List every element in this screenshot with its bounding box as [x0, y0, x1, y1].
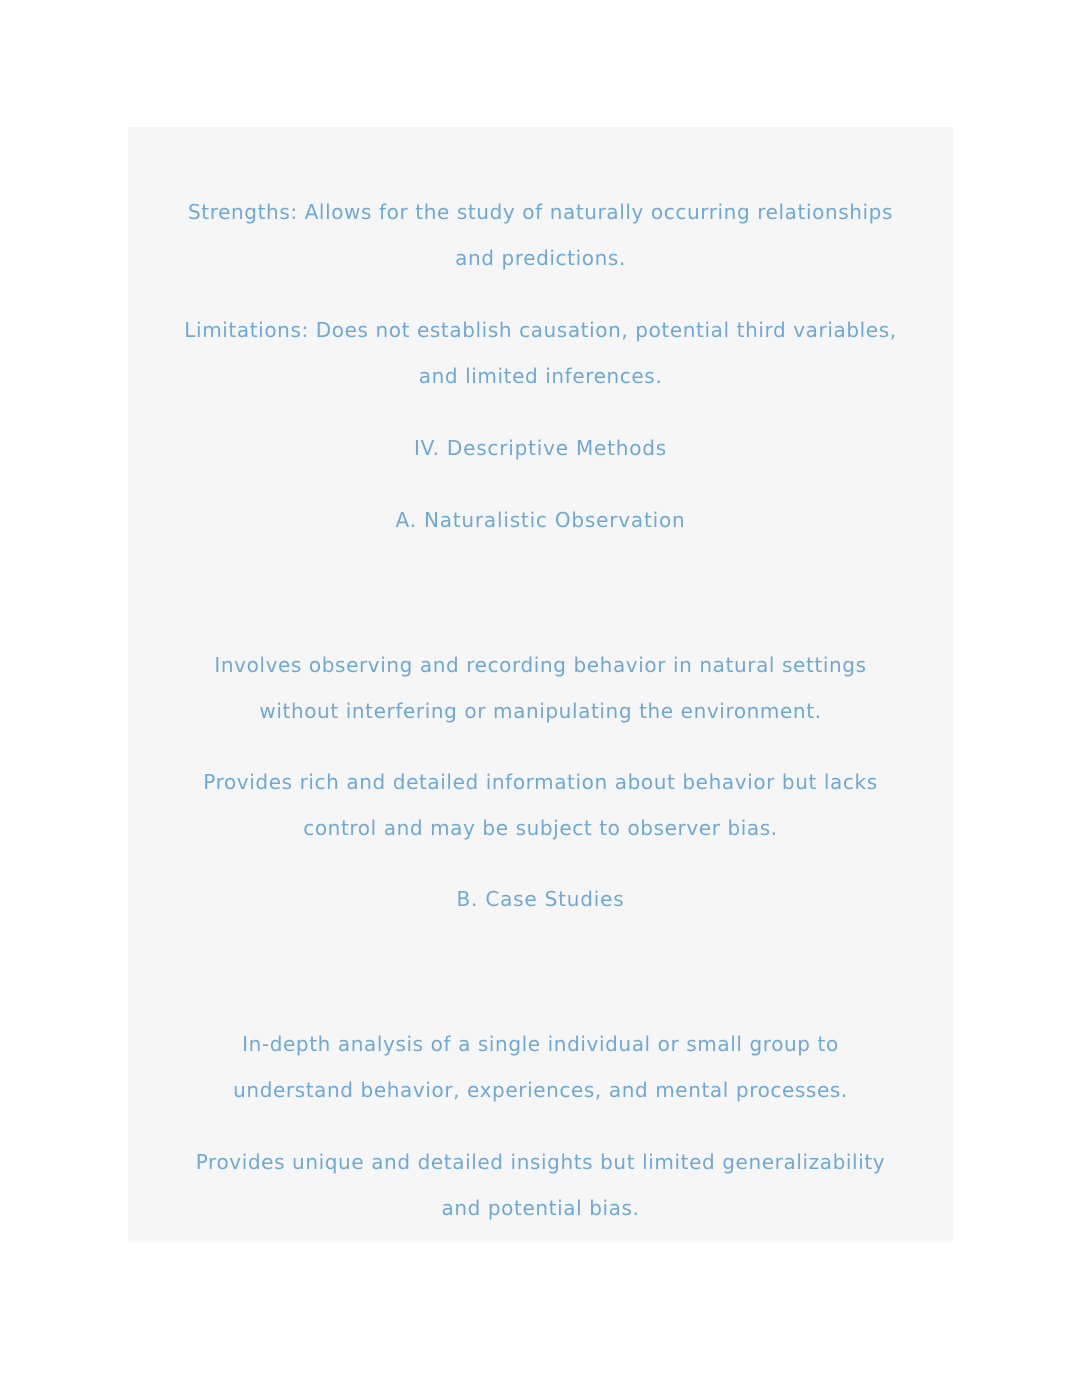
strengths-line-2: and predictions. — [455, 246, 626, 270]
naturalistic-para2-line-2: control and may be subject to observer bias. — [303, 816, 778, 840]
case-studies-para2-line-1: Provides unique and detailed insights but limited generalizability — [195, 1150, 886, 1174]
naturalistic-para1-line-1: Involves observing and recording behavior in natural settings — [214, 653, 867, 677]
case-studies-para2-line-2: and potential bias. — [441, 1196, 640, 1220]
limitations-line-2: and limited inferences. — [418, 364, 663, 388]
case-studies-para1-line-1: In-depth analysis of a single individual or small group to — [242, 1032, 839, 1056]
document-card — [128, 127, 953, 1242]
naturalistic-para1-line-2: without interfering or manipulating the environment. — [259, 699, 822, 723]
case-studies-heading: B. Case Studies — [456, 887, 625, 911]
naturalistic-heading: A. Naturalistic Observation — [395, 508, 686, 532]
case-studies-para1-line-2: understand behavior, experiences, and mental processes. — [233, 1078, 848, 1102]
section-heading: IV. Descriptive Methods — [413, 436, 668, 460]
naturalistic-para2-line-1: Provides rich and detailed information about behavior but lacks — [203, 770, 878, 794]
strengths-line-1: Strengths: Allows for the study of naturally occurring relationships — [188, 200, 893, 224]
limitations-line-1: Limitations: Does not establish causation, potential third variables, — [184, 318, 897, 342]
